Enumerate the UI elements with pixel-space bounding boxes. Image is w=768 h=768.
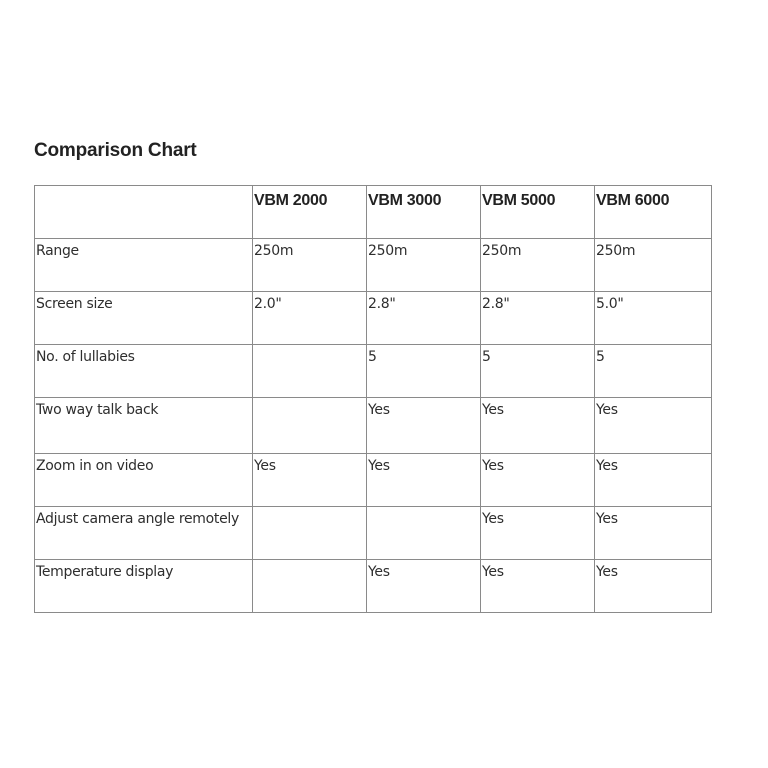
table-cell: Yes	[367, 560, 481, 613]
header-row	[35, 186, 712, 239]
chart-title: Comparison Chart	[34, 140, 197, 161]
table-cell: Yes	[595, 560, 712, 613]
table-cell: 250m	[253, 239, 367, 292]
table-cell: Yes	[481, 398, 595, 454]
table-cell: 5	[367, 345, 481, 398]
table-row	[35, 239, 712, 292]
table-row	[35, 507, 712, 560]
corner-cell	[35, 186, 253, 239]
model-header: VBM 3000	[367, 186, 481, 239]
table-cell: 2.0"	[253, 292, 367, 345]
table-cell: Yes	[367, 398, 481, 454]
feature-label: Screen size	[35, 292, 253, 345]
table-cell: 250m	[367, 239, 481, 292]
model-header: VBM 6000	[595, 186, 712, 239]
table-cell: 5.0"	[595, 292, 712, 345]
table-row	[35, 560, 712, 613]
table-cell: 5	[481, 345, 595, 398]
table-cell: Yes	[367, 454, 481, 507]
feature-label: Zoom in on video	[35, 454, 253, 507]
feature-label: Temperature display	[35, 560, 253, 613]
table-cell	[253, 345, 367, 398]
table-cell: Yes	[253, 454, 367, 507]
table-cell: Yes	[595, 398, 712, 454]
feature-label: Two way talk back	[35, 398, 253, 454]
table-cell: Yes	[595, 507, 712, 560]
table-cell: 2.8"	[481, 292, 595, 345]
table-cell: Yes	[595, 454, 712, 507]
model-header: VBM 2000	[253, 186, 367, 239]
table-cell: Yes	[481, 454, 595, 507]
table-row	[35, 345, 712, 398]
table-cell	[367, 507, 481, 560]
comparison-table	[34, 185, 712, 613]
table-cell: 250m	[595, 239, 712, 292]
table-cell: 2.8"	[367, 292, 481, 345]
feature-label: Adjust camera angle remotely	[35, 507, 253, 560]
model-header: VBM 5000	[481, 186, 595, 239]
table-row	[35, 398, 712, 454]
feature-label: Range	[35, 239, 253, 292]
table-cell	[253, 398, 367, 454]
table-row	[35, 292, 712, 345]
table-cell: Yes	[481, 507, 595, 560]
table-cell: Yes	[481, 560, 595, 613]
feature-label: No. of lullabies	[35, 345, 253, 398]
table-cell: 250m	[481, 239, 595, 292]
table-cell	[253, 507, 367, 560]
table-cell	[253, 560, 367, 613]
table-row	[35, 454, 712, 507]
table-cell: 5	[595, 345, 712, 398]
